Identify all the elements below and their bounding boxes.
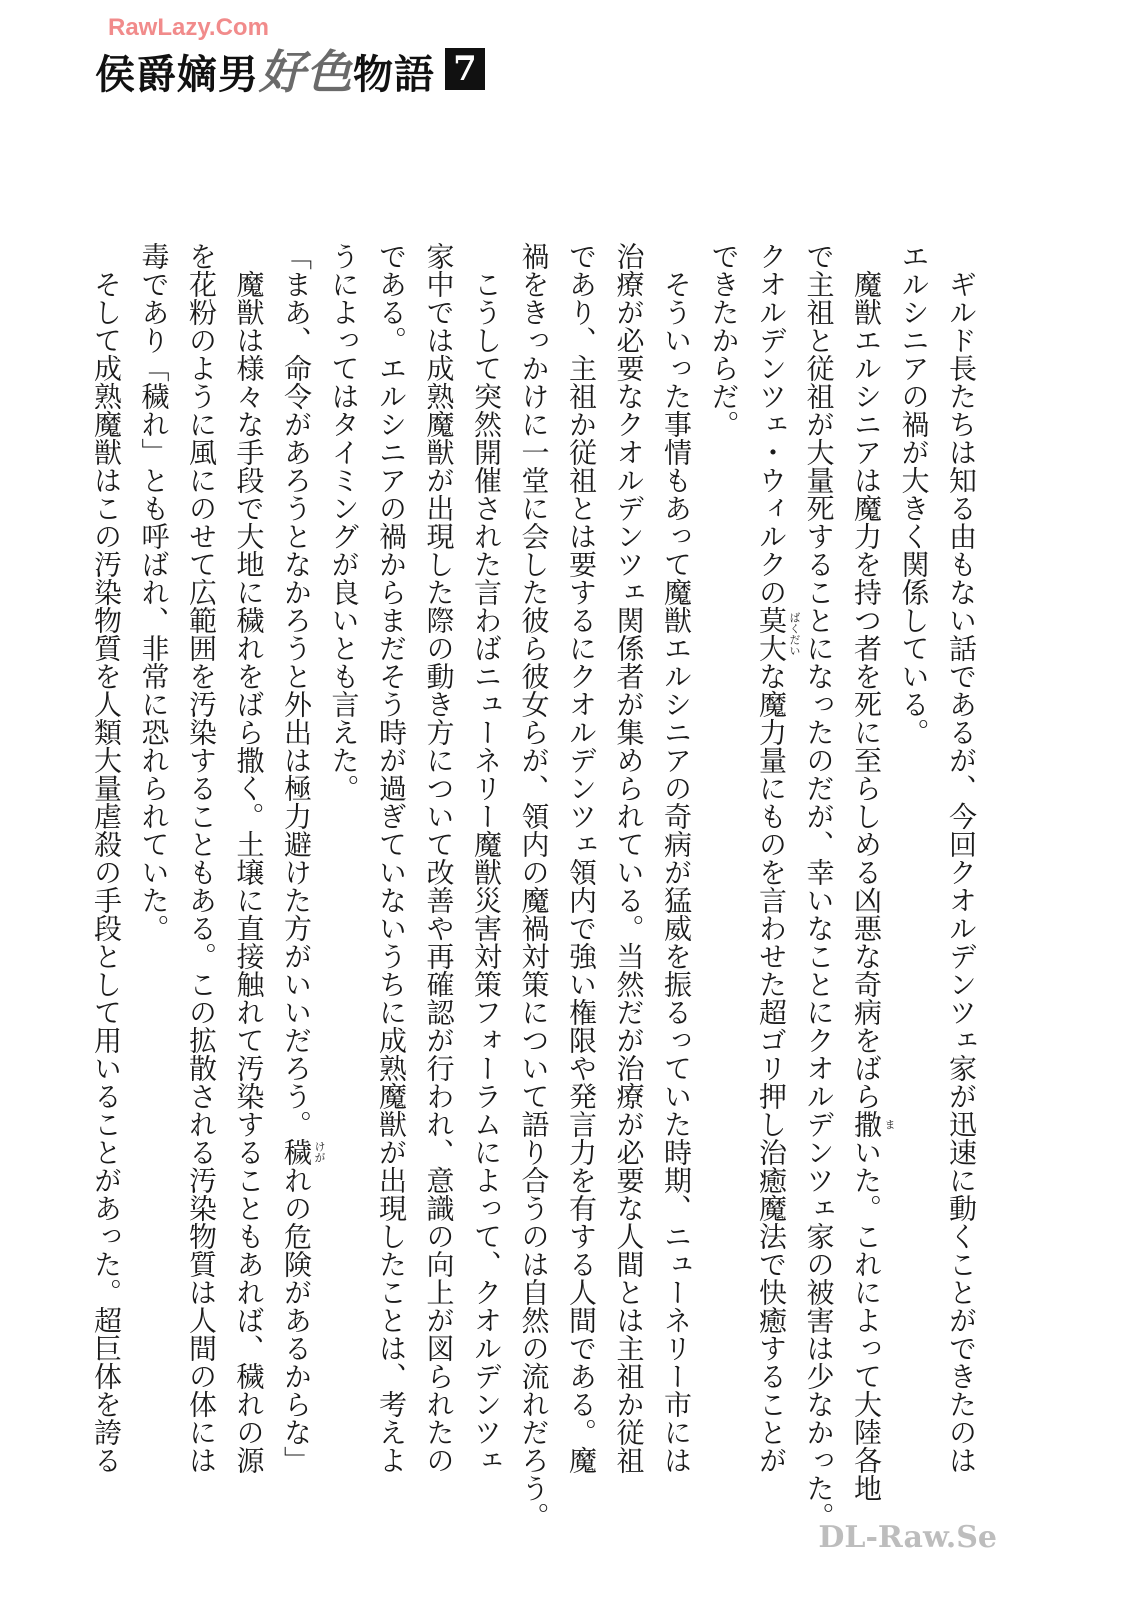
text-line: を花粉のように風にのせて広範囲を汚染することもある。この拡散される汚染物質は人間の体には <box>185 242 218 1474</box>
ruby-annotation: ばくだい <box>788 612 801 656</box>
text-line: 禍をきっかけに一堂に会した彼ら彼女らが、領内の魔禍対策について語り合うのは自然の流れだろう。 <box>517 242 551 1530</box>
text-line: できたからだ。 <box>707 242 741 438</box>
text-line: 治療が必要なクオルデンツェ関係者が集められている。当然だが治療が必要な人間とは主祖か従祖 <box>612 242 646 1474</box>
book-title <box>95 36 435 102</box>
text-line: うによってはタイミングが良いとも言えた。 <box>327 242 361 802</box>
text-line: そして成熟魔獣はこの汚染物質を人類大量虐殺の手段として用いることがあった。超巨体を誇る <box>90 242 123 1474</box>
text-line: である。エルシニアの禍からまだそう時が過ぎていないうちに成熟魔獣が出現したことは、考えよ <box>375 242 408 1474</box>
text-line: こうして突然開催された言わばニューネリー魔獣災害対策フォーラムによって、クオルデンツェ <box>470 242 503 1474</box>
text-line: であり、主祖か従祖とは要するにクオルデンツェ領内で強い権限や発言力を有する人間である。魔 <box>565 242 598 1474</box>
text-line: で主祖と従祖が大量死することになったのだが、幸いなことにクオルデンツェ家の被害は少なかった。 <box>802 242 836 1530</box>
watermark-bottom: DL-Raw.Se <box>818 1520 997 1555</box>
text-line: 毒であり「穢れ」とも呼ばれ、非常に恐れられていた。 <box>137 242 171 942</box>
title-end: 物語 <box>353 51 435 98</box>
title-accent: 好色 <box>259 45 353 99</box>
text-line: クオルデンツェ・ウィルクの莫大な魔力量にものを言わせた超ゴリ押し治癒魔法で快癒することが <box>755 242 788 1474</box>
vertical-body-text <box>83 242 986 1530</box>
text-line: 家中では成熟魔獣が出現した際の動き方について改善や再確認が行われ、意識の向上が図られたの <box>422 242 456 1474</box>
volume-badge: 7 <box>445 48 485 90</box>
text-line: エルシニアの禍が大きく関係している。 <box>897 242 931 746</box>
watermark-top: RawLazy.Com <box>108 14 269 41</box>
text-line: 魔獣エルシニアは魔力を持つ者を死に至らしめる凶悪な奇病をばら撒いた。これによって大陸各地 <box>850 242 883 1502</box>
text-line: ギルド長たちは知る由もない話であるが、今回クオルデンツェ家が迅速に動くことができたのは <box>945 242 978 1474</box>
ruby-annotation: けが <box>313 1141 326 1163</box>
text-line: 魔獣は様々な手段で大地に穢れをばら撒く。土壌に直接触れて汚染することもあれば、穢れの源 <box>232 242 266 1474</box>
ruby-annotation: ま <box>883 1118 896 1130</box>
title-main: 侯爵嫡男 <box>95 51 259 98</box>
text-line: そういった事情もあって魔獣エルシニアの奇病が猛威を振るっていた時期、ニューネリー市には <box>660 242 693 1474</box>
text-line: 「まあ、命令があろうとなかろうと外出は極力避けた方がいいだろう。穢れの危険があるからな」 <box>280 242 313 1474</box>
book-header <box>95 36 485 102</box>
